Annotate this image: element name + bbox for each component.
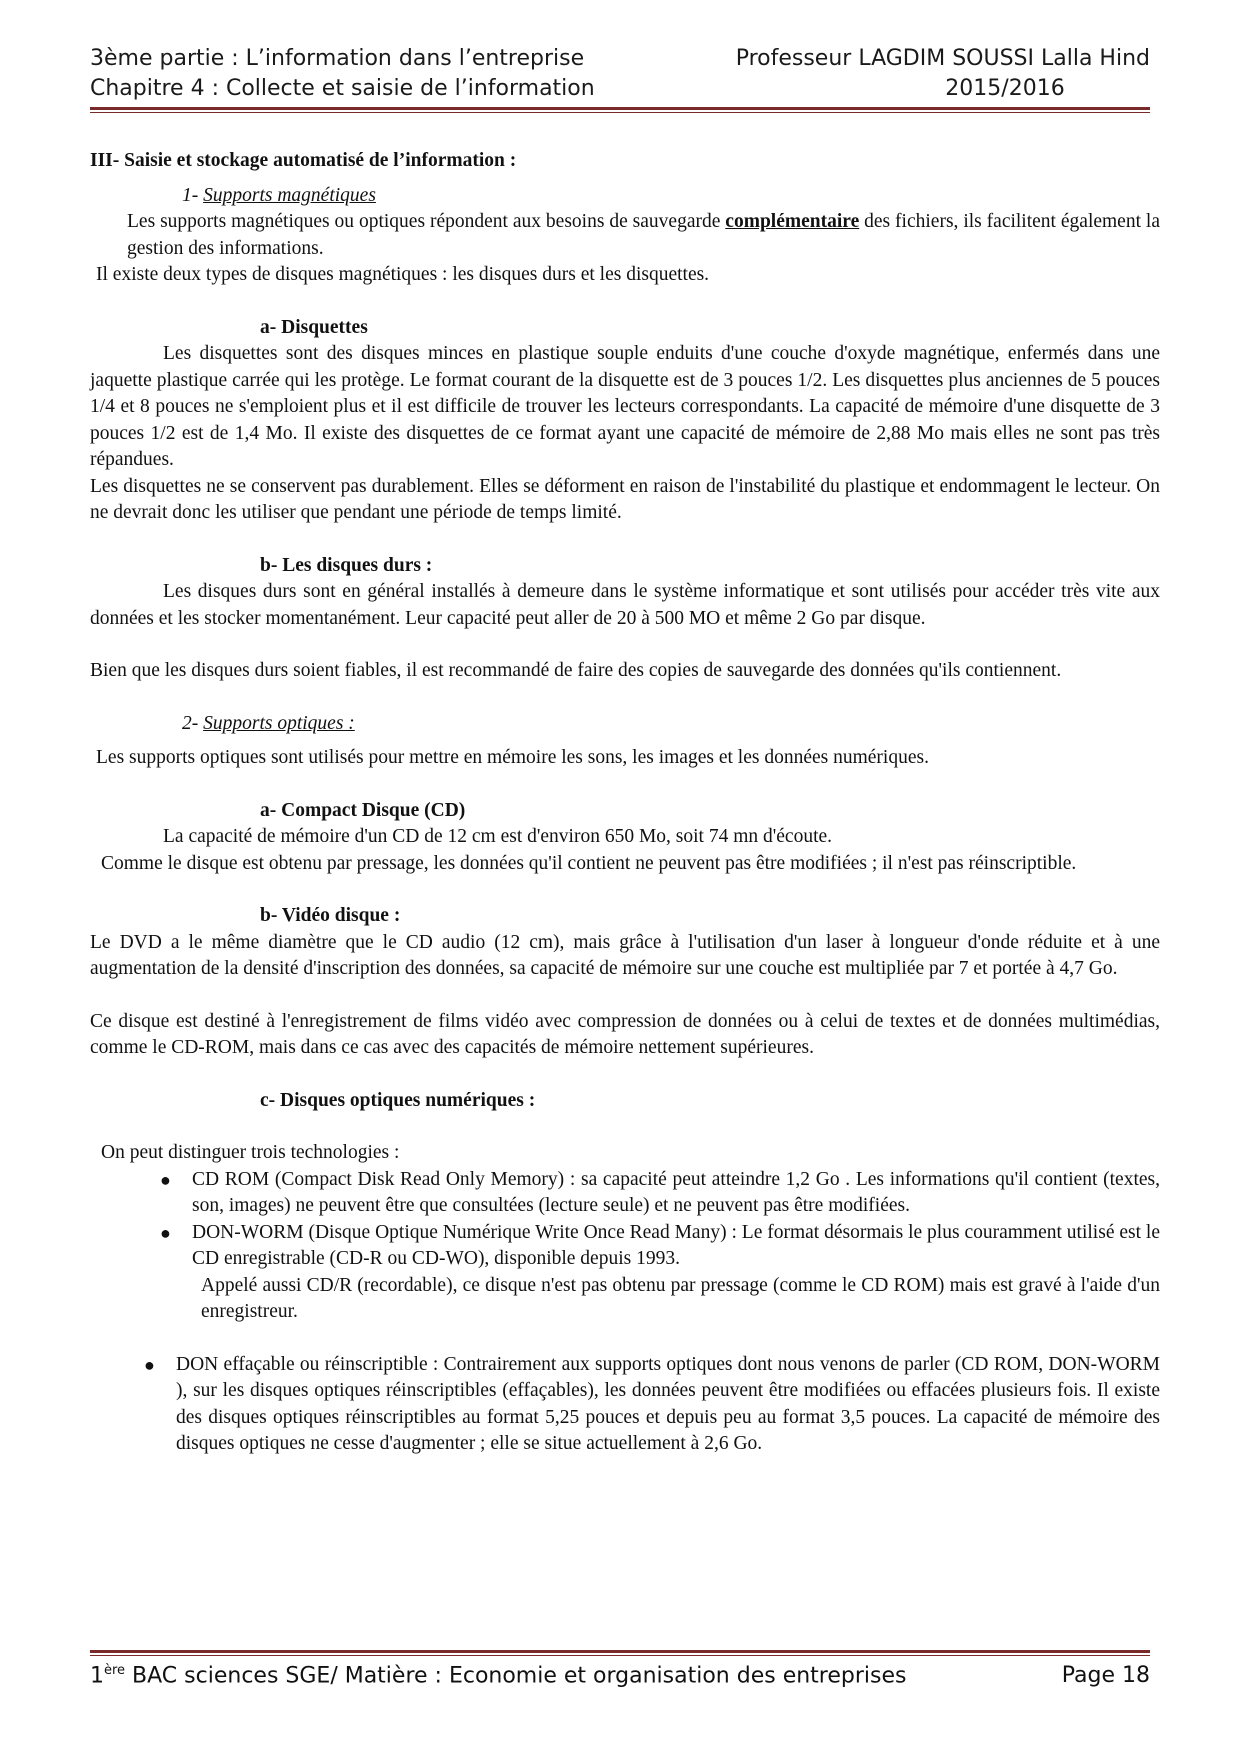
footer-divider (90, 1650, 1150, 1653)
header-year: 2015/2016 (945, 76, 1065, 101)
footer-course-text: BAC sciences SGE/ Matière : Economie et organisation des entreprises (125, 1663, 907, 1689)
bullet-icon: ● (160, 1222, 171, 1243)
optical-intro: Les supports optiques sont utilisés pour mettre en mémoire les sons, les images et les données numériques. (96, 747, 929, 768)
header-chapter: Chapitre 4 : Collecte et saisie de l’information (90, 76, 595, 101)
footer-level: 1 (90, 1663, 104, 1689)
floppy-paragraph-2: Les disquettes ne se conservent pas durablement. Elles se déforment en raison de l'instabilité du plastique et endommagent le lecteur. On ne devrait donc les utiliser que pendant une période de temps limité. (90, 475, 1160, 523)
page-number: Page 18 (1061, 1663, 1150, 1688)
cd-paragraph-2: Comme le disque est obtenu par pressage, les données qu'il contient ne peuvent pas être modifiées ; il n'est pas réinscriptible. (101, 852, 1077, 874)
magnetic-intro (90, 209, 1160, 262)
hard-disk-paragraph-1: Les disques durs sont en général installés à demeure dans le système informatique et sont utilisés pour accéder très vite aux données et les stocker momentanément. Leur capacité peut aller de 20 à 500 MO et même 2 Go par disque. (90, 581, 1160, 629)
page-header (90, 44, 1150, 104)
subsection-1-number: 1- (182, 184, 204, 206)
footer-course (90, 1663, 906, 1688)
list-item (160, 1220, 1160, 1326)
magnetic-intro-a: Les supports magnétiques ou optiques répondent aux besoins de sauvegarde (127, 211, 726, 232)
header-divider (90, 107, 1150, 110)
bullet-don-worm: DON-WORM (Disque Optique Numérique Write Once Read Many) : Le format désormais le plus couramment utilisé est le CD enregistrable (CD-R ou CD-WO), disponible depuis 1993. (192, 1221, 1160, 1269)
bullet-cd-rom: CD ROM (Compact Disk Read Only Memory) : sa capacité peut atteindre 1,2 Go . Les informations qu'il contient (textes, son, images) ne peuvent être que consultées (lecture seule) et ne peuvent pas être modifiées. (192, 1168, 1160, 1216)
page-footer (90, 1663, 1150, 1688)
section-title: III- Saisie et stockage automatisé de l’information : (90, 150, 517, 171)
magnetic-intro-b: des fichiers, ils facilitent également la gestion des informations. (127, 211, 1160, 259)
list-item (144, 1352, 1160, 1458)
bullet-icon: ● (144, 1354, 155, 1375)
footer-divider-thin (90, 1655, 1150, 1656)
header-divider-thin (90, 112, 1150, 113)
dvd-heading: b- Vidéo disque : (260, 905, 401, 926)
technologies-intro: On peut distinguer trois technologies : (101, 1142, 400, 1163)
subsection-1-title: Supports magnétiques (203, 184, 376, 206)
subsection-2-title: Supports optiques : (203, 712, 355, 734)
header-part: 3ème partie : L’information dans l’entreprise (90, 46, 585, 71)
subsection-2-number: 2- (182, 712, 204, 734)
numeric-optical-heading: c- Disques optiques numériques : (260, 1089, 536, 1111)
cd-paragraph-1: La capacité de mémoire d'un CD de 12 cm est d'environ 650 Mo, soit 74 mn d'écoute. (163, 826, 833, 847)
floppy-paragraph-1: Les disquettes sont des disques minces en plastique souple enduits d'une couche d'oxyde magnétique, enfermés dans une jaquette plastique carrée qui les protège. Le format courant de la disquette est de 3 pouces 1/2. Les disquettes plus anciennes de 5 pouces 1/4 et 8 pouces ne s'emploient plus et il est difficile de trouver les lecteurs correspondants. La capacité de mémoire d'une disquette de 3 pouces 1/2 est de 1,4 Mo. Il existe des disquettes de ce format ayant une capacité de mémoire de 2,88 Mo mais elles ne sont pas très répandues. (90, 343, 1160, 470)
magnetic-types: Il existe deux types de disques magnétiques : les disques durs et les disquettes. (96, 264, 710, 285)
subsection-2-heading (182, 711, 1160, 738)
magnetic-intro-emphasis: complémentaire (725, 211, 860, 232)
cd-heading: a- Compact Disque (CD) (260, 799, 466, 821)
dvd-paragraph-2: Ce disque est destiné à l'enregistrement de films vidéo avec compression de données ou à celui de textes et de données multimédias, comme le CD-ROM, mais dans ce cas avec des capacités de mémoire nettement supérieures. (90, 1010, 1160, 1058)
subsection-1-heading (182, 183, 1160, 210)
footer-level-sup: ère (104, 1663, 126, 1678)
header-teacher: Professeur LAGDIM SOUSSI Lalla Hind (735, 46, 1150, 71)
bullet-icon: ● (160, 1169, 171, 1190)
bullet-don-worm-extra: Appelé aussi CD/R (recordable), ce disque n'est pas obtenu par pressage (comme le CD ROM) mais est gravé à l'aide d'un enregistreur. (201, 1274, 1160, 1322)
floppy-heading: a- Disquettes (260, 316, 368, 338)
bullet-don-erasable: DON effaçable ou réinscriptible : Contrairement aux supports optiques dont nous venons de parler (CD ROM, DON-WORM ), sur les disques optiques réinscriptibles (effaçables), les données peuvent être modifiées ou effacées plusieurs fois. Il existe des disques optiques réinscriptibles au format 5,25 pouces et depuis peu au format 3,5 pouces. La capacité de mémoire des disques optiques ne cesse d'augmenter ; elle se situe actuellement à 2,6 Go. (176, 1353, 1160, 1454)
hard-disk-heading: b- Les disques durs : (260, 554, 433, 576)
dvd-paragraph-1: Le DVD a le même diamètre que le CD audio (12 cm), mais grâce à l'utilisation d'un laser à longueur d'onde réduite et à une augmentation de la densité d'inscription des données, sa capacité de mémoire sur une couche est multipliée par 7 et portée à 4,7 Go. (90, 931, 1160, 979)
list-item (160, 1167, 1160, 1220)
document-body (90, 148, 1160, 1458)
hard-disk-paragraph-2: Bien que les disques durs soient fiables, il est recommandé de faire des copies de sauvegarde des données qu'ils contiennent. (90, 660, 1062, 681)
technologies-list (90, 1167, 1160, 1326)
technologies-list-2 (90, 1352, 1160, 1458)
